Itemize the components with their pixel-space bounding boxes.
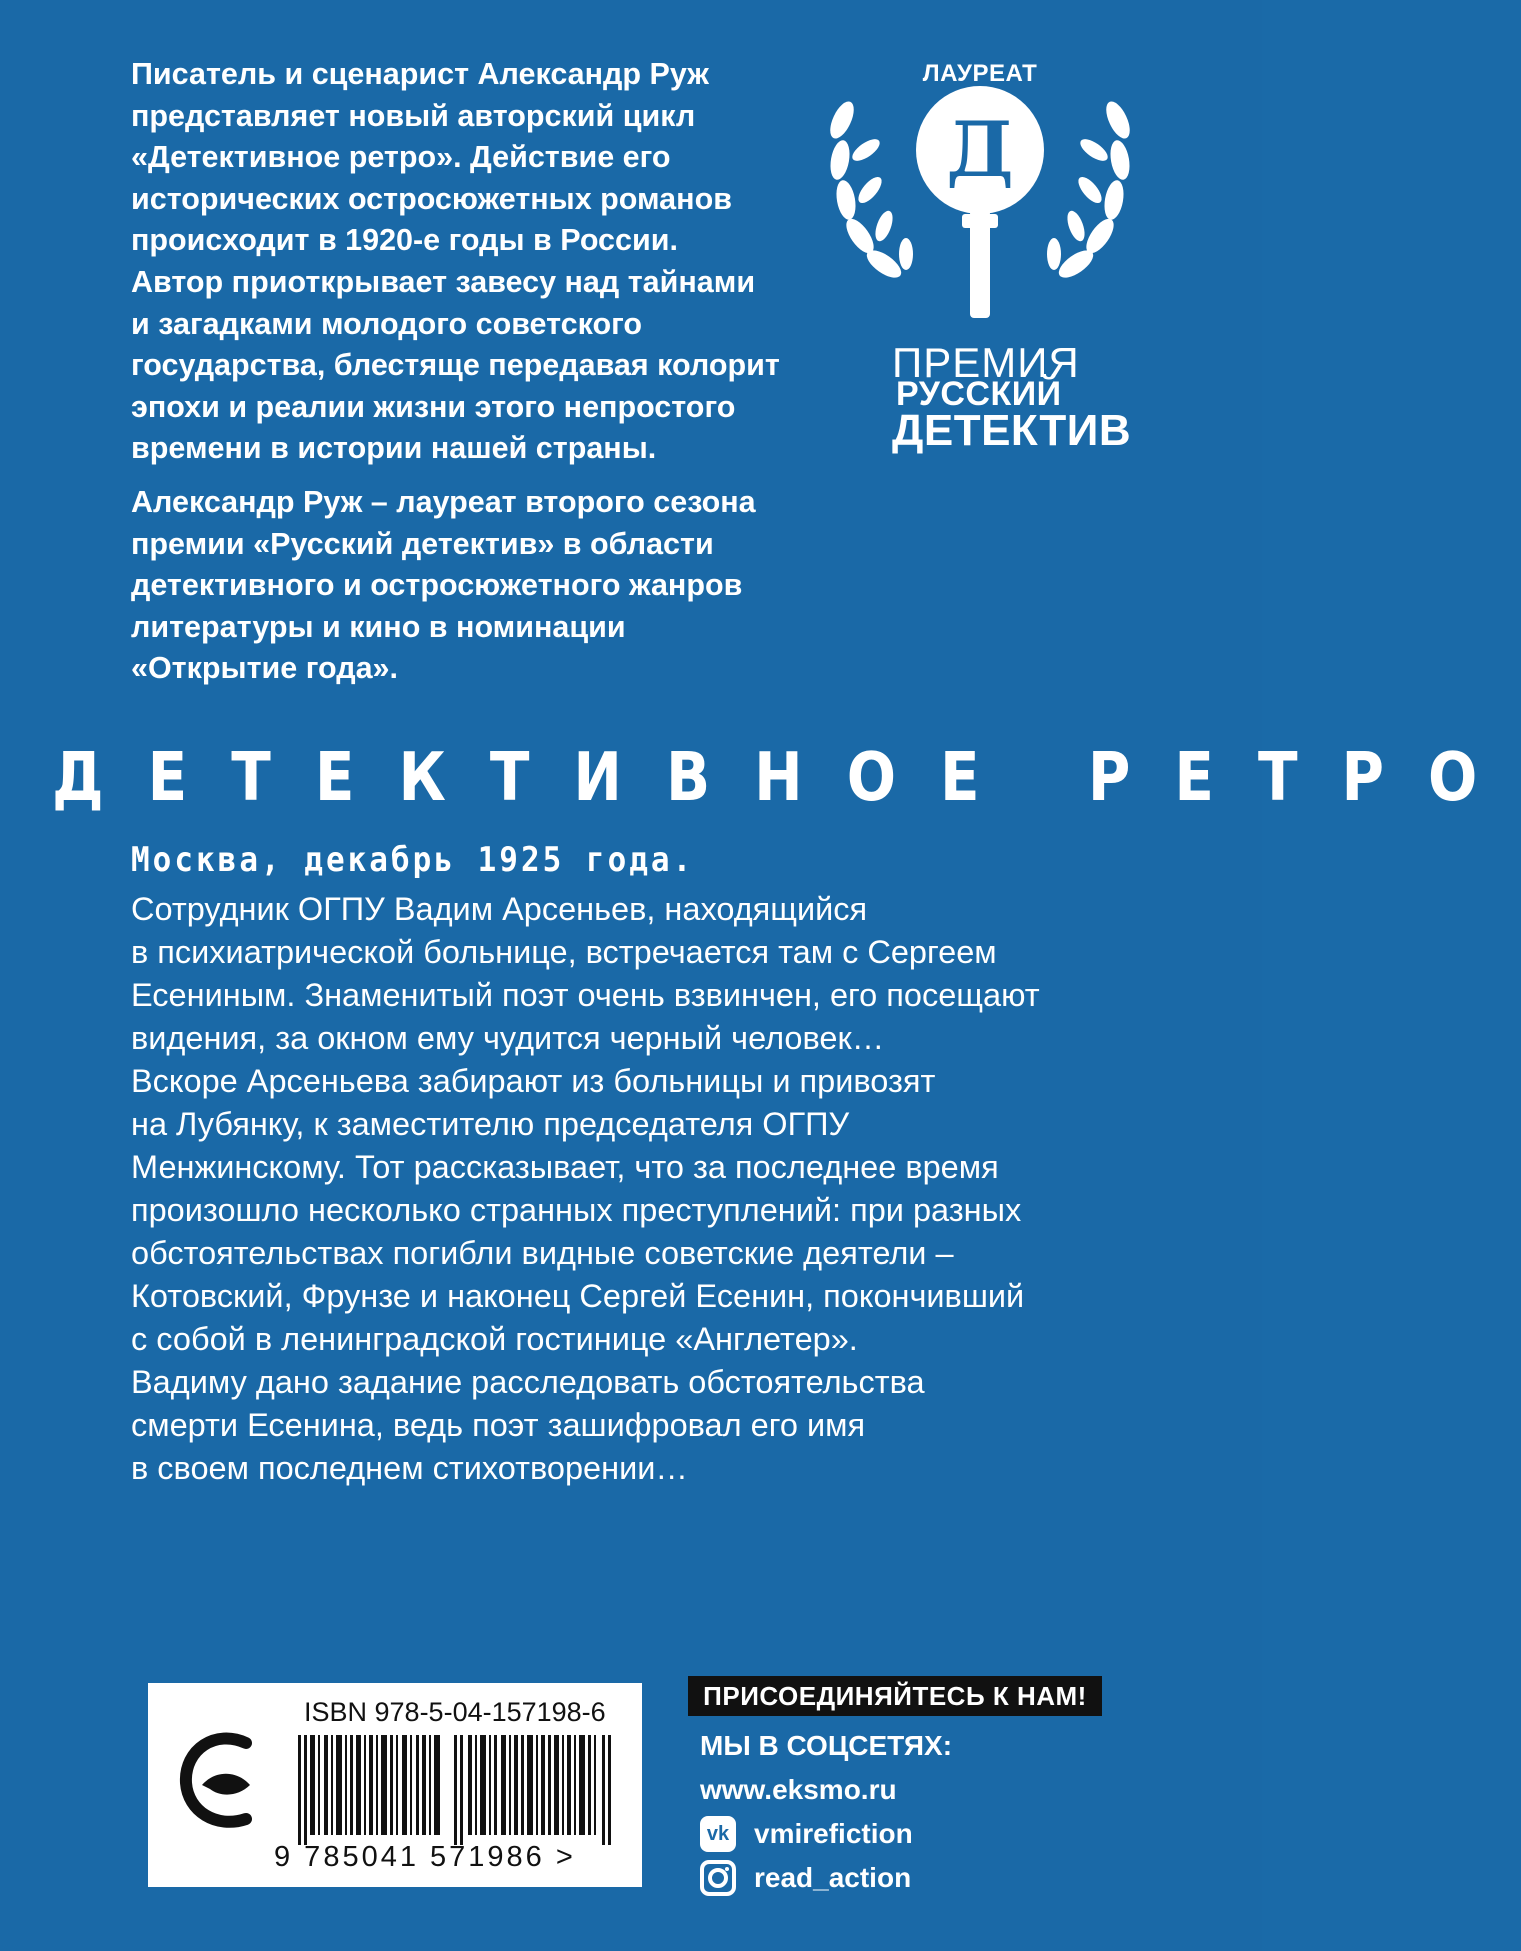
- author-intro: [131, 54, 831, 690]
- award-line-russian: РУССКИЙ: [896, 375, 1062, 413]
- website-link[interactable]: www.eksmo.ru: [700, 1774, 897, 1805]
- intro-paragraph-1: [131, 54, 831, 470]
- synopsis-line: Сотрудник ОГПУ Вадим Арсеньев, находящийся: [131, 891, 868, 927]
- synopsis-line: смерти Есенина, ведь поэт зашифровал его имя: [131, 1407, 866, 1443]
- synopsis-line: обстоятельствах погибли видные советские деятели –: [131, 1235, 954, 1271]
- synopsis-line: видения, за окном ему чудится черный человек…: [131, 1020, 885, 1056]
- vk-icon: vk: [700, 1816, 736, 1852]
- synopsis-line: Котовский, Фрунзе и наконец Сергей Есенин, покончивший: [131, 1278, 1025, 1314]
- eksmo-logo-icon: [176, 1725, 276, 1845]
- laureate-label: ЛАУРЕАТ: [922, 60, 1038, 87]
- award-emblem: [800, 50, 1160, 470]
- synopsis-line: в психиатрической больнице, встречается там с Сергеем: [131, 934, 997, 970]
- vk-link[interactable]: [700, 1812, 952, 1856]
- synopsis-line: Вадиму дано задание расследовать обстоятельства: [131, 1364, 925, 1400]
- barcode-digits: 9 785041 571986 >: [274, 1841, 576, 1873]
- barcode-panel: [148, 1683, 642, 1887]
- intro-line: происходит в 1920-е годы в России.: [131, 223, 678, 258]
- intro-line: Автор приоткрывает завесу над тайнами: [131, 264, 756, 299]
- intro-line: исторических остросюжетных романов: [131, 181, 732, 216]
- instagram-handle: read_action: [754, 1862, 912, 1893]
- barcode-icon: [298, 1735, 628, 1845]
- intro-line: эпохи и реалии жизни этого непростого: [131, 389, 736, 424]
- laurel-magnifier-icon: [800, 50, 1160, 350]
- social-links: [700, 1724, 952, 1900]
- vk-handle: vmirefiction: [754, 1818, 913, 1849]
- award-premia: ПРЕМИЯ: [892, 339, 1080, 386]
- synopsis-line: произошло несколько странных преступлений: при разных: [131, 1192, 1022, 1228]
- intro-line: времени в истории нашей страны.: [131, 431, 657, 466]
- intro-paragraph-2: [131, 482, 831, 690]
- instagram-link[interactable]: [700, 1856, 952, 1900]
- intro-line: представляет новый авторский цикл: [131, 98, 696, 133]
- synopsis-line: в своем последнем стихотворении…: [131, 1450, 688, 1486]
- intro-line: Александр Руж – лауреат второго сезона: [131, 484, 756, 519]
- intro-line: «Детективное ретро». Действие его: [131, 140, 671, 175]
- intro-line: премии «Русский детектив» в области: [131, 526, 714, 561]
- social-label: МЫ В СОЦСЕТЯХ:: [700, 1730, 953, 1761]
- synopsis: [131, 888, 1151, 1490]
- synopsis-lead: Москва, декабрь 1925 года.: [131, 840, 695, 880]
- isbn-label: ISBN 978-5-04-157198-6: [304, 1697, 606, 1727]
- synopsis-line: с собой в ленинградской гостинице «Англетер».: [131, 1321, 858, 1357]
- join-us-banner: ПРИСОЕДИНЯЙТЕСЬ К НАМ!: [688, 1676, 1102, 1716]
- instagram-icon: [700, 1860, 736, 1896]
- magnifier-letter: Д: [946, 105, 1014, 194]
- intro-line: литературы и кино в номинации: [131, 609, 626, 644]
- series-title: ДЕТЕКТИВНОЕ РЕТРО: [52, 738, 1521, 817]
- synopsis-line: на Лубянку, к заместителю председателя ОГПУ: [131, 1106, 850, 1142]
- intro-line: государства, блестяще передавая колорит: [131, 348, 780, 383]
- intro-line: и загадками молодого советского: [131, 306, 643, 341]
- intro-line: «Открытие года».: [131, 651, 398, 686]
- synopsis-line: Вскоре Арсеньева забирают из больницы и привозят: [131, 1063, 936, 1099]
- synopsis-line: Есениным. Знаменитый поэт очень взвинчен, его посещают: [131, 977, 1040, 1013]
- synopsis-line: Менжинскому. Тот рассказывает, что за последнее время: [131, 1149, 999, 1185]
- intro-line: детективного и остросюжетного жанров: [131, 568, 743, 603]
- intro-line: Писатель и сценарист Александр Руж: [131, 57, 709, 91]
- award-line-detective: ДЕТЕКТИВ: [892, 406, 1132, 455]
